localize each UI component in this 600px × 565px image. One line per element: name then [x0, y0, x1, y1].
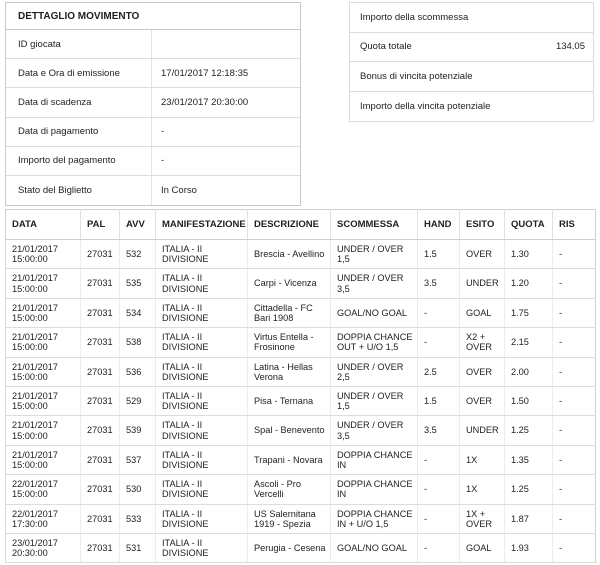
cell-scommessa: GOAL/NO GOAL — [331, 298, 418, 327]
cell-ris: - — [553, 328, 596, 357]
table-row — [6, 269, 596, 298]
cell-scommessa: DOPPIA CHANCE IN — [331, 445, 418, 474]
cell-ris: - — [553, 416, 596, 445]
cell-data: 22/01/2017 17:30:00 — [6, 504, 81, 533]
cell-data: 21/01/2017 15:00:00 — [6, 416, 81, 445]
cell-scommessa: UNDER / OVER 1,5 — [331, 386, 418, 415]
cell-data: 21/01/2017 15:00:00 — [6, 240, 81, 269]
cell-manifestazione: ITALIA - II DIVISIONE — [156, 533, 248, 562]
cell-pal: 27031 — [81, 416, 120, 445]
detail-label: Data di scadenza — [6, 88, 152, 116]
detail-row-pagamento — [6, 118, 300, 147]
cell-esito: OVER — [460, 386, 505, 415]
cell-avv: 533 — [120, 504, 156, 533]
header-pal: PAL — [81, 210, 120, 240]
cell-pal: 27031 — [81, 328, 120, 357]
status-value: In Corso — [161, 185, 197, 197]
cell-quota: 1.50 — [505, 386, 553, 415]
cell-ris: - — [553, 445, 596, 474]
table-row — [6, 475, 596, 504]
cell-data: 21/01/2017 15:00:00 — [6, 357, 81, 386]
cell-descrizione: Virtus Entella - Frosinone — [248, 328, 331, 357]
cell-manifestazione: ITALIA - II DIVISIONE — [156, 240, 248, 269]
cell-esito: UNDER — [460, 416, 505, 445]
cell-hand: 1.5 — [418, 386, 460, 415]
cell-scommessa: UNDER / OVER 3,5 — [331, 416, 418, 445]
events-body — [6, 240, 596, 563]
cell-descrizione: Carpi - Vicenza — [248, 269, 331, 298]
cell-esito: 1X + OVER — [460, 504, 505, 533]
cell-descrizione: Brescia - Avellino — [248, 240, 331, 269]
detail-value: - — [161, 155, 165, 167]
cell-quota: 1.25 — [505, 416, 553, 445]
cell-data: 21/01/2017 15:00:00 — [6, 269, 81, 298]
detail-row-emissione — [6, 59, 300, 88]
detail-value: - — [161, 126, 165, 138]
cell-scommessa: GOAL/NO GOAL — [331, 533, 418, 562]
header-hand: HAND — [418, 210, 460, 240]
header-scommessa: SCOMMESSA — [331, 210, 418, 240]
cell-esito: 1X — [460, 445, 505, 474]
total-odds-value: 134.05 — [555, 41, 585, 53]
cell-ris: - — [553, 269, 596, 298]
cell-hand: - — [418, 445, 460, 474]
table-row — [6, 240, 596, 269]
summary-row-vincita — [350, 92, 593, 122]
cell-scommessa: DOPPIA CHANCE IN — [331, 475, 418, 504]
cell-pal: 27031 — [81, 475, 120, 504]
cell-data: 23/01/2017 20:30:00 — [6, 533, 81, 562]
cell-hand: - — [418, 328, 460, 357]
detail-label: ID giocata — [6, 30, 152, 58]
detail-row-id-giocata — [6, 30, 300, 59]
cell-manifestazione: ITALIA - II DIVISIONE — [156, 416, 248, 445]
cell-ris: - — [553, 357, 596, 386]
table-row — [6, 504, 596, 533]
summary-row-bonus — [350, 62, 593, 92]
cell-avv: 530 — [120, 475, 156, 504]
header-avv: AVV — [120, 210, 156, 240]
cell-esito: GOAL — [460, 298, 505, 327]
cell-scommessa: UNDER / OVER 1,5 — [331, 240, 418, 269]
events-table — [5, 209, 596, 563]
cell-descrizione: Trapani - Novara — [248, 445, 331, 474]
cell-quota: 1.93 — [505, 533, 553, 562]
detail-title: DETTAGLIO MOVIMENTO — [6, 3, 300, 30]
events-header-row — [6, 210, 596, 240]
cell-avv: 529 — [120, 386, 156, 415]
cell-manifestazione: ITALIA - II DIVISIONE — [156, 445, 248, 474]
detail-row-scadenza — [6, 88, 300, 117]
summary-value — [523, 3, 593, 32]
cell-avv: 531 — [120, 533, 156, 562]
detail-label: Data di pagamento — [6, 118, 152, 146]
detail-row-stato — [6, 176, 300, 205]
cell-ris: - — [553, 298, 596, 327]
summary-label: Importo della vincita potenziale — [360, 100, 491, 112]
header-esito: ESITO — [460, 210, 505, 240]
cell-descrizione: Spal - Benevento — [248, 416, 331, 445]
table-row — [6, 416, 596, 445]
cell-descrizione: US Salernitana 1919 - Spezia — [248, 504, 331, 533]
detail-value — [152, 30, 300, 58]
cell-hand: 3.5 — [418, 416, 460, 445]
cell-descrizione: Latina - Hellas Verona — [248, 357, 331, 386]
cell-avv: 536 — [120, 357, 156, 386]
cell-esito: UNDER — [460, 269, 505, 298]
header-quota: QUOTA — [505, 210, 553, 240]
table-row — [6, 328, 596, 357]
cell-data: 21/01/2017 15:00:00 — [6, 445, 81, 474]
cell-descrizione: Ascoli - Pro Vercelli — [248, 475, 331, 504]
detail-value: 23/01/2017 20:30:00 — [161, 96, 249, 108]
cell-quota: 1.35 — [505, 445, 553, 474]
header-manifestazione: MANIFESTAZIONE — [156, 210, 248, 240]
cell-pal: 27031 — [81, 533, 120, 562]
cell-esito: OVER — [460, 240, 505, 269]
table-row — [6, 298, 596, 327]
cell-esito: OVER — [460, 357, 505, 386]
cell-ris: - — [553, 240, 596, 269]
cell-pal: 27031 — [81, 386, 120, 415]
summary-row-quota-totale — [350, 33, 593, 63]
cell-scommessa: UNDER / OVER 2,5 — [331, 357, 418, 386]
cell-data: 21/01/2017 15:00:00 — [6, 386, 81, 415]
cell-hand: 1.5 — [418, 240, 460, 269]
cell-descrizione: Cittadella - FC Bari 1908 — [248, 298, 331, 327]
cell-pal: 27031 — [81, 269, 120, 298]
cell-hand: - — [418, 475, 460, 504]
cell-pal: 27031 — [81, 240, 120, 269]
cell-manifestazione: ITALIA - II DIVISIONE — [156, 328, 248, 357]
table-row — [6, 533, 596, 562]
header-descrizione: DESCRIZIONE — [248, 210, 331, 240]
cell-ris: - — [553, 533, 596, 562]
detail-label: Stato del Biglietto — [6, 176, 152, 205]
cell-hand: - — [418, 504, 460, 533]
cell-quota: 2.15 — [505, 328, 553, 357]
cell-avv: 537 — [120, 445, 156, 474]
detail-row-importo-pagamento — [6, 147, 300, 176]
cell-manifestazione: ITALIA - II DIVISIONE — [156, 298, 248, 327]
cell-data: 21/01/2017 15:00:00 — [6, 328, 81, 357]
cell-manifestazione: ITALIA - II DIVISIONE — [156, 475, 248, 504]
cell-pal: 27031 — [81, 298, 120, 327]
cell-data: 21/01/2017 15:00:00 — [6, 298, 81, 327]
table-row — [6, 445, 596, 474]
cell-avv: 534 — [120, 298, 156, 327]
cell-quota: 1.30 — [505, 240, 553, 269]
table-row — [6, 386, 596, 415]
cell-scommessa: UNDER / OVER 3,5 — [331, 269, 418, 298]
cell-scommessa: DOPPIA CHANCE OUT + U/O 1,5 — [331, 328, 418, 357]
cell-data: 22/01/2017 15:00:00 — [6, 475, 81, 504]
summary-label: Quota totale — [360, 41, 412, 53]
cell-pal: 27031 — [81, 445, 120, 474]
cell-quota: 1.75 — [505, 298, 553, 327]
cell-ris: - — [553, 504, 596, 533]
cell-avv: 539 — [120, 416, 156, 445]
cell-esito: GOAL — [460, 533, 505, 562]
cell-avv: 532 — [120, 240, 156, 269]
summary-value — [523, 92, 593, 122]
cell-manifestazione: ITALIA - II DIVISIONE — [156, 269, 248, 298]
summary-label: Importo della scommessa — [360, 11, 469, 23]
cell-quota: 1.20 — [505, 269, 553, 298]
summary-value — [523, 62, 593, 91]
cell-hand: - — [418, 533, 460, 562]
summary-panel — [349, 2, 594, 122]
cell-manifestazione: ITALIA - II DIVISIONE — [156, 504, 248, 533]
cell-scommessa: DOPPIA CHANCE IN + U/O 1,5 — [331, 504, 418, 533]
header-ris: RIS — [553, 210, 596, 240]
cell-manifestazione: ITALIA - II DIVISIONE — [156, 386, 248, 415]
cell-quota: 2.00 — [505, 357, 553, 386]
cell-ris: - — [553, 475, 596, 504]
header-data: DATA — [6, 210, 81, 240]
cell-manifestazione: ITALIA - II DIVISIONE — [156, 357, 248, 386]
detail-label: Data e Ora di emissione — [6, 59, 152, 87]
cell-hand: - — [418, 298, 460, 327]
cell-esito: X2 + OVER — [460, 328, 505, 357]
cell-descrizione: Perugia - Cesena — [248, 533, 331, 562]
cell-pal: 27031 — [81, 357, 120, 386]
cell-hand: 3.5 — [418, 269, 460, 298]
cell-avv: 538 — [120, 328, 156, 357]
summary-row-importo-scommessa — [350, 3, 593, 33]
cell-esito: 1X — [460, 475, 505, 504]
cell-quota: 1.87 — [505, 504, 553, 533]
cell-pal: 27031 — [81, 504, 120, 533]
detail-label: Importo del pagamento — [6, 147, 152, 175]
cell-avv: 535 — [120, 269, 156, 298]
cell-ris: - — [553, 386, 596, 415]
cell-quota: 1.25 — [505, 475, 553, 504]
cell-hand: 2.5 — [418, 357, 460, 386]
summary-label: Bonus di vincita potenziale — [360, 70, 473, 82]
detail-value: 17/01/2017 12:18:35 — [161, 67, 249, 79]
table-row — [6, 357, 596, 386]
detail-panel — [5, 2, 301, 206]
cell-descrizione: Pisa - Ternana — [248, 386, 331, 415]
